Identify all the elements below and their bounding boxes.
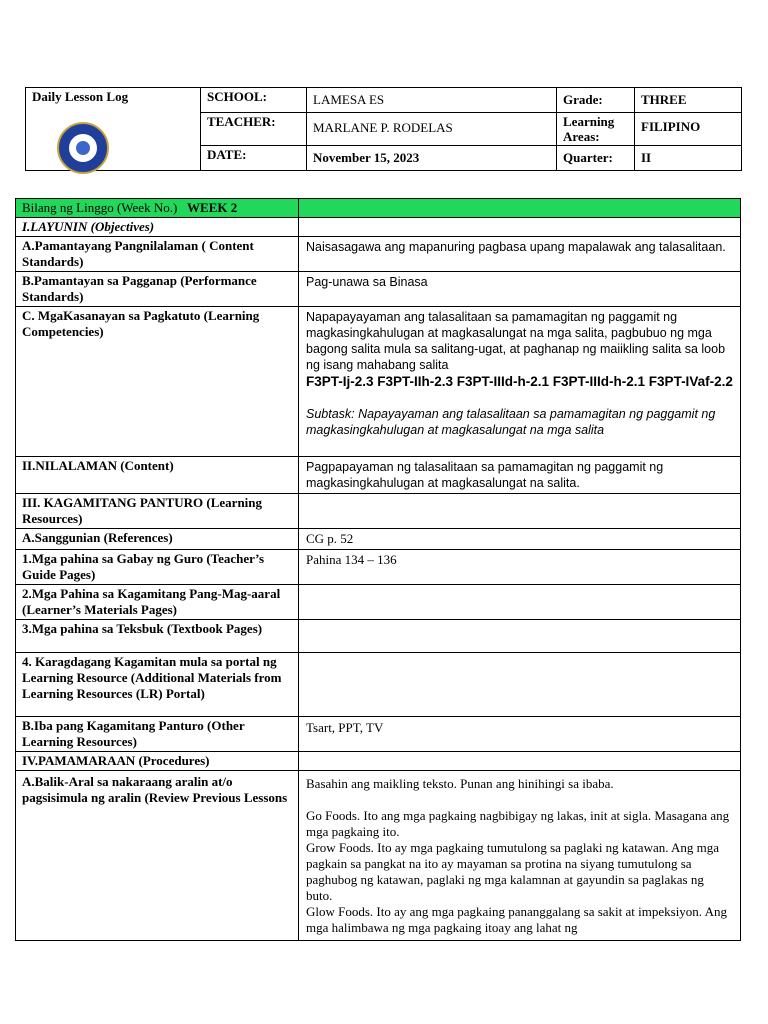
deped-seal-logo [57, 122, 109, 174]
content-standards-label: A.Pamantayang Pangnilalaman ( Content Standards) [16, 237, 299, 272]
references-label: A.Sanggunian (References) [16, 529, 299, 550]
week-label: Bilang ng Linggo (Week No.) [22, 200, 178, 215]
lesson-table [15, 198, 741, 941]
teachers-guide-label: 1.Mga pahina sa Gabay ng Guro (Teacher’s Guide Pages) [16, 550, 299, 585]
review-cell [299, 771, 741, 941]
teacher-label: TEACHER: [201, 113, 307, 146]
objectives-label: I.LAYUNIN (Objectives) [16, 218, 299, 237]
teacher-value: MARLANE P. RODELAS [307, 113, 557, 146]
competencies-label: C. MgaKasanayan sa Pagkatuto (Learning Competencies) [16, 307, 299, 457]
references-value: CG p. 52 [299, 529, 741, 550]
week-row [16, 199, 741, 218]
grade-label: Grade: [557, 88, 635, 113]
document-title: Daily Lesson Log [32, 89, 129, 104]
areas-value: FILIPINO [635, 113, 742, 146]
review-label: A.Balik-Aral sa nakaraang aralin at/o pagsisimula ng aralin (Review Previous Lessons [16, 771, 299, 941]
objectives-row [16, 218, 741, 237]
date-value: November 15, 2023 [307, 146, 557, 171]
teachers-guide-value: Pahina 134 – 136 [299, 550, 741, 585]
competencies-subtask: Subtask: Napayayaman ang talasalitaan sa pamamagitan ng paggamit ng magkasingkahulugan at magkasalungat na mga salita [306, 407, 716, 437]
competencies-cell [299, 307, 741, 457]
performance-standards-value: Pag-unawa sa Binasa [299, 272, 741, 307]
week-value: WEEK 2 [187, 200, 238, 215]
areas-label: Learning Areas: [557, 113, 635, 146]
content-value: Pagpapayaman ng talasalitaan sa pamamagitan ng paggamit ng magkasingkahulugan at magkasalungat na salita. [299, 457, 741, 494]
competencies-codes: F3PT-Ij-2.3 F3PT-IIh-2.3 F3PT-IIId-h-2.1 F3PT-IIId-h-2.1 F3PT-IVaf-2.2 [306, 374, 733, 389]
review-glow-foods: Glow Foods. Ito ay ang mga pagkaing pananggalang sa sakit at impeksiyon. Ang mga halimbawa ng mga pagkaing itoay ang lahat ng [306, 904, 727, 935]
textbook-pages-label: 3.Mga pahina sa Teksbuk (Textbook Pages) [16, 620, 299, 653]
grade-value: THREE [635, 88, 742, 113]
other-resources-value: Tsart, PPT, TV [299, 717, 741, 752]
review-intro: Basahin ang maikling teksto. Punan ang hinihingi sa ibaba. [306, 776, 614, 791]
content-standards-value: Naisasagawa ang mapanuring pagbasa upang mapalawak ang talasalitaan. [299, 237, 741, 272]
other-resources-label: B.Iba pang Kagamitang Panturo (Other Learning Resources) [16, 717, 299, 752]
week-label-cell [16, 199, 299, 218]
date-label: DATE: [201, 146, 307, 171]
learners-materials-label: 2.Mga Pahina sa Kagamitang Pang-Mag-aaral (Learner’s Materials Pages) [16, 585, 299, 620]
performance-standards-label: B.Pamantayan sa Pagganap (Performance Standards) [16, 272, 299, 307]
content-label: II.NILALAMAN (Content) [16, 457, 299, 494]
learning-resources-label: III. KAGAMITANG PANTURO (Learning Resources) [16, 494, 299, 529]
school-label: SCHOOL: [201, 88, 307, 113]
competencies-value: Napapayayaman ang talasalitaan sa pamamagitan ng paggamit ng magkasingkahulugan at magkasalungat na mga salita, pagbubuo ng mga bagong salita mula sa salitang-ugat, at paghanap ng maiikling salita sa loob ng isang mahabang salita [306, 310, 726, 372]
title-cell [26, 88, 201, 171]
header-table [25, 87, 742, 171]
lr-portal-label: 4. Karagdagang Kagamitan mula sa portal ng Learning Resource (Additional Materials from Learning Resources (LR) Portal) [16, 653, 299, 717]
quarter-label: Quarter: [557, 146, 635, 171]
procedures-label: IV.PAMAMARAAN (Procedures) [16, 752, 299, 771]
school-value: LAMESA ES [307, 88, 557, 113]
quarter-value: II [635, 146, 742, 171]
review-grow-foods: Grow Foods. Ito ay mga pagkaing tumutulong sa paglaki ng katawan. Ang mga pagkain sa pangkat na ito ay mayaman sa protina na siyang tumutulong sa paghubog ng katawan, paglaki ng mga kalamnan at gayundin sa paglakas ng buto. [306, 840, 720, 903]
review-go-foods: Go Foods. Ito ang mga pagkaing nagbibigay ng lakas, init at sigla. Masagana ang mga pagkaing ito. [306, 808, 730, 839]
